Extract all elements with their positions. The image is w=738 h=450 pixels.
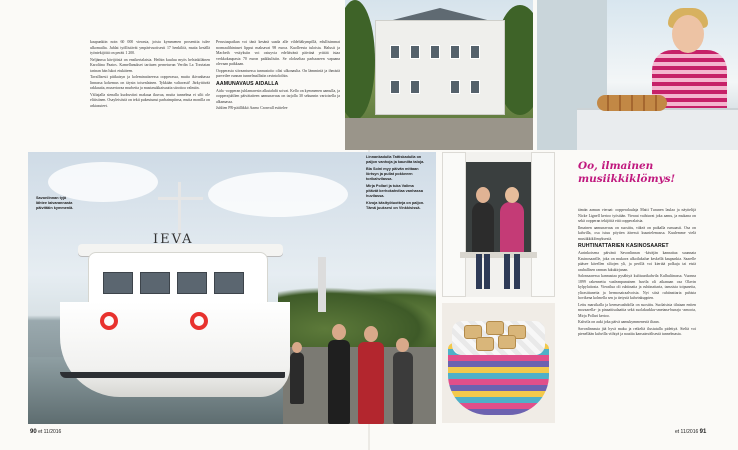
left-column-1 xyxy=(90,40,210,110)
paragraph: Kahvila on auki joka päivä aamukymmenestä iltaan. xyxy=(578,320,660,324)
article-headline: Oo, ilmainen musiikkiklömys! xyxy=(578,160,676,185)
section-heading: RUHTINATTARIEN KASINOSAARET xyxy=(578,243,669,249)
folio-right xyxy=(675,429,706,435)
paragraph: Väliajalla sienalla kuohuviini makaua ikuvaa, mutta tunnelma ei silti ole elitistinen. Osayleisöstä on tekii pukeutunut parhaimpiinsa, mutta monilla on arkiasuteet. xyxy=(90,92,210,108)
paragraph: tämän aamun vieraat: oopperalaulaja Matti Turunen laulaa ja näyttelijä Nicke Lignell kertoo työstään. Vieraat vaihtuvat joka aamu, ja mukana on sekä oopperan tekijöitä että oopperalaisia. xyxy=(578,208,696,223)
page-number: 90 xyxy=(30,429,37,435)
vendor-photo xyxy=(537,0,738,150)
caption-3: Mirja Pollari ja tuka Valima pitävät kerhokahvilaa vanhassa huvilassa. xyxy=(366,184,423,198)
left-column-2 xyxy=(216,40,340,113)
paragraph: Oopperasta siivaantuessa tunnustoito olisi ulkonaulta. On lämmintä ja ihmistä parveilee runnan tunnelmallisiin ravintoloihin. xyxy=(216,68,340,78)
folio-left xyxy=(30,429,61,435)
paragraph: Tavallisesti pitikaisyn ja koleminatiseessa oopperassa, mutta ikivanhassa linnassa kokemus on täysin toisenlainen. Tykkään valtavasti! Järkyttävää rakkautta, musertavaa murhetta ja mustasukkaisuutta särottoa valmiin. xyxy=(90,75,210,90)
house-photo xyxy=(345,0,533,150)
section-heading: AAMUNAVAUS AIDALLA xyxy=(216,80,279,87)
paragraph: Salonsaaressa kannustaa pysähtyä kulttuurikahvila Kulhuliinassa. Vuonna 1899 rakennettu vaaleanpunainen huvila oli aikanaan osa Olavin kylpylaitosta. Vierailua oli ruhtinatia ja ruhtinattaria, tanssista toipuneita, ylirasittuneita ja hermosairaalvoisia. Nyt siisä ruhtinattaria pahista hovikena kolmella sen ja tietystä kahvinkuppien. xyxy=(578,274,696,300)
basket-photo xyxy=(442,303,555,423)
magazine-issue: et 11/2016 xyxy=(675,429,699,435)
paragraph: Neljännsa kävijöistä on ensikertalaisia. Heihin kuuluu myös helsinkiläinen Karoliina Paatos. Kamellanukset tarttuen pernetuvan Verdin La Traviatan tarinan hän lukoi etukäteen. xyxy=(90,57,210,73)
caption-1: Linnankadulla Tattiskadulla on paljon vanhoja ja kauniita taloja. xyxy=(366,155,425,164)
paragraph: Juhlien PR-päällikkö Aarno Cronvall esittelee xyxy=(216,106,288,110)
paragraph: Lettu marsikalla ja kermavaahdolla on suosittu. Suolaisista tilataan eniten mozzarella- ja pinaattisalaattia sekä suolakurkku-smetana-hunaja -arnoota, Mirja Pollari kertoo. xyxy=(578,302,696,318)
paragraph: Savonlinnasta jää hyvä maku ja retkeltä ilustutulla pidettyä. Sieltä voi pienellään kahvilla viihtyä ja nautita kansainvälisestä tunnelmasta. xyxy=(578,326,696,336)
photo-caption: Savonlinnan tyjä lähtee laivarannasta päivittäin kymmeniä. xyxy=(36,196,74,210)
window-photo xyxy=(442,152,555,297)
side-captions xyxy=(366,155,426,213)
paragraph: Aurinkoisena päivänä Savonlinnan -käväjän kannattaa suunnata Kasinosaarille, joka on mukava ulkoilukalue keskellä kaupunkia. Saarelle pääsee kävellen siltojen yli, ja perillä voi kiertää polkuja tai etsiä rauhallisen rannan lukukirjanan. xyxy=(578,251,696,272)
page-number: 91 xyxy=(699,429,707,435)
right-column xyxy=(578,208,696,339)
magazine-issue: et 11/2016 xyxy=(38,429,62,435)
caption-4: Kivoja käsityötuotteja on paljon. Tämä juuksesi on Vinkkisissä. xyxy=(366,201,425,210)
paragraph: kaupunkiin noin 60 000 vierasta, joista kymmenen prosenttia tulee ulkomailta. Juhlat työllistävät ympärivuotisesti 17 henkilöä, mutta kesällä työntekijöitä on peräti 1 200. xyxy=(90,40,210,55)
paragraph: Perustuspaikan voi tänä kesänä saada alle vildeltäkympillä, edullisimmat normaalihintaset lipput maksavat 98 euroa. Kuolleesta tuloista. Halusit ja Macbeth -esityksiin voi ostuyvia edeltävänä päivänä yrittää istaa verkkokaupasta 70 euron paikkulisiin. Se olokseltaa parhaaseen vapaana olevaan paikkaan. xyxy=(216,40,340,66)
caption-2: Bia Soini myy päivän mittaan lörtsyn ja pullat pokkeeen torikahvilassa. xyxy=(366,167,419,181)
boat-name: IEVA xyxy=(153,232,194,247)
paragraph: Aida -oopperan juhlamaresin alkutahdit soivat. Kello on kymmenen aamulla, ja oopperajuhlien päivätaiteen aamunavaus on tarjolla 30 sekunnin vartoisella ja alkamassa. xyxy=(216,88,340,104)
paragraph: Ilmainen aamunavaus on suosittu, väkeä on paikalla runsaasti. Osa on kahvilla, osa istuu pöytien ääressä kuuntelemassa. Kuulemme vielä musiikkiklömyksestä. xyxy=(578,225,696,241)
